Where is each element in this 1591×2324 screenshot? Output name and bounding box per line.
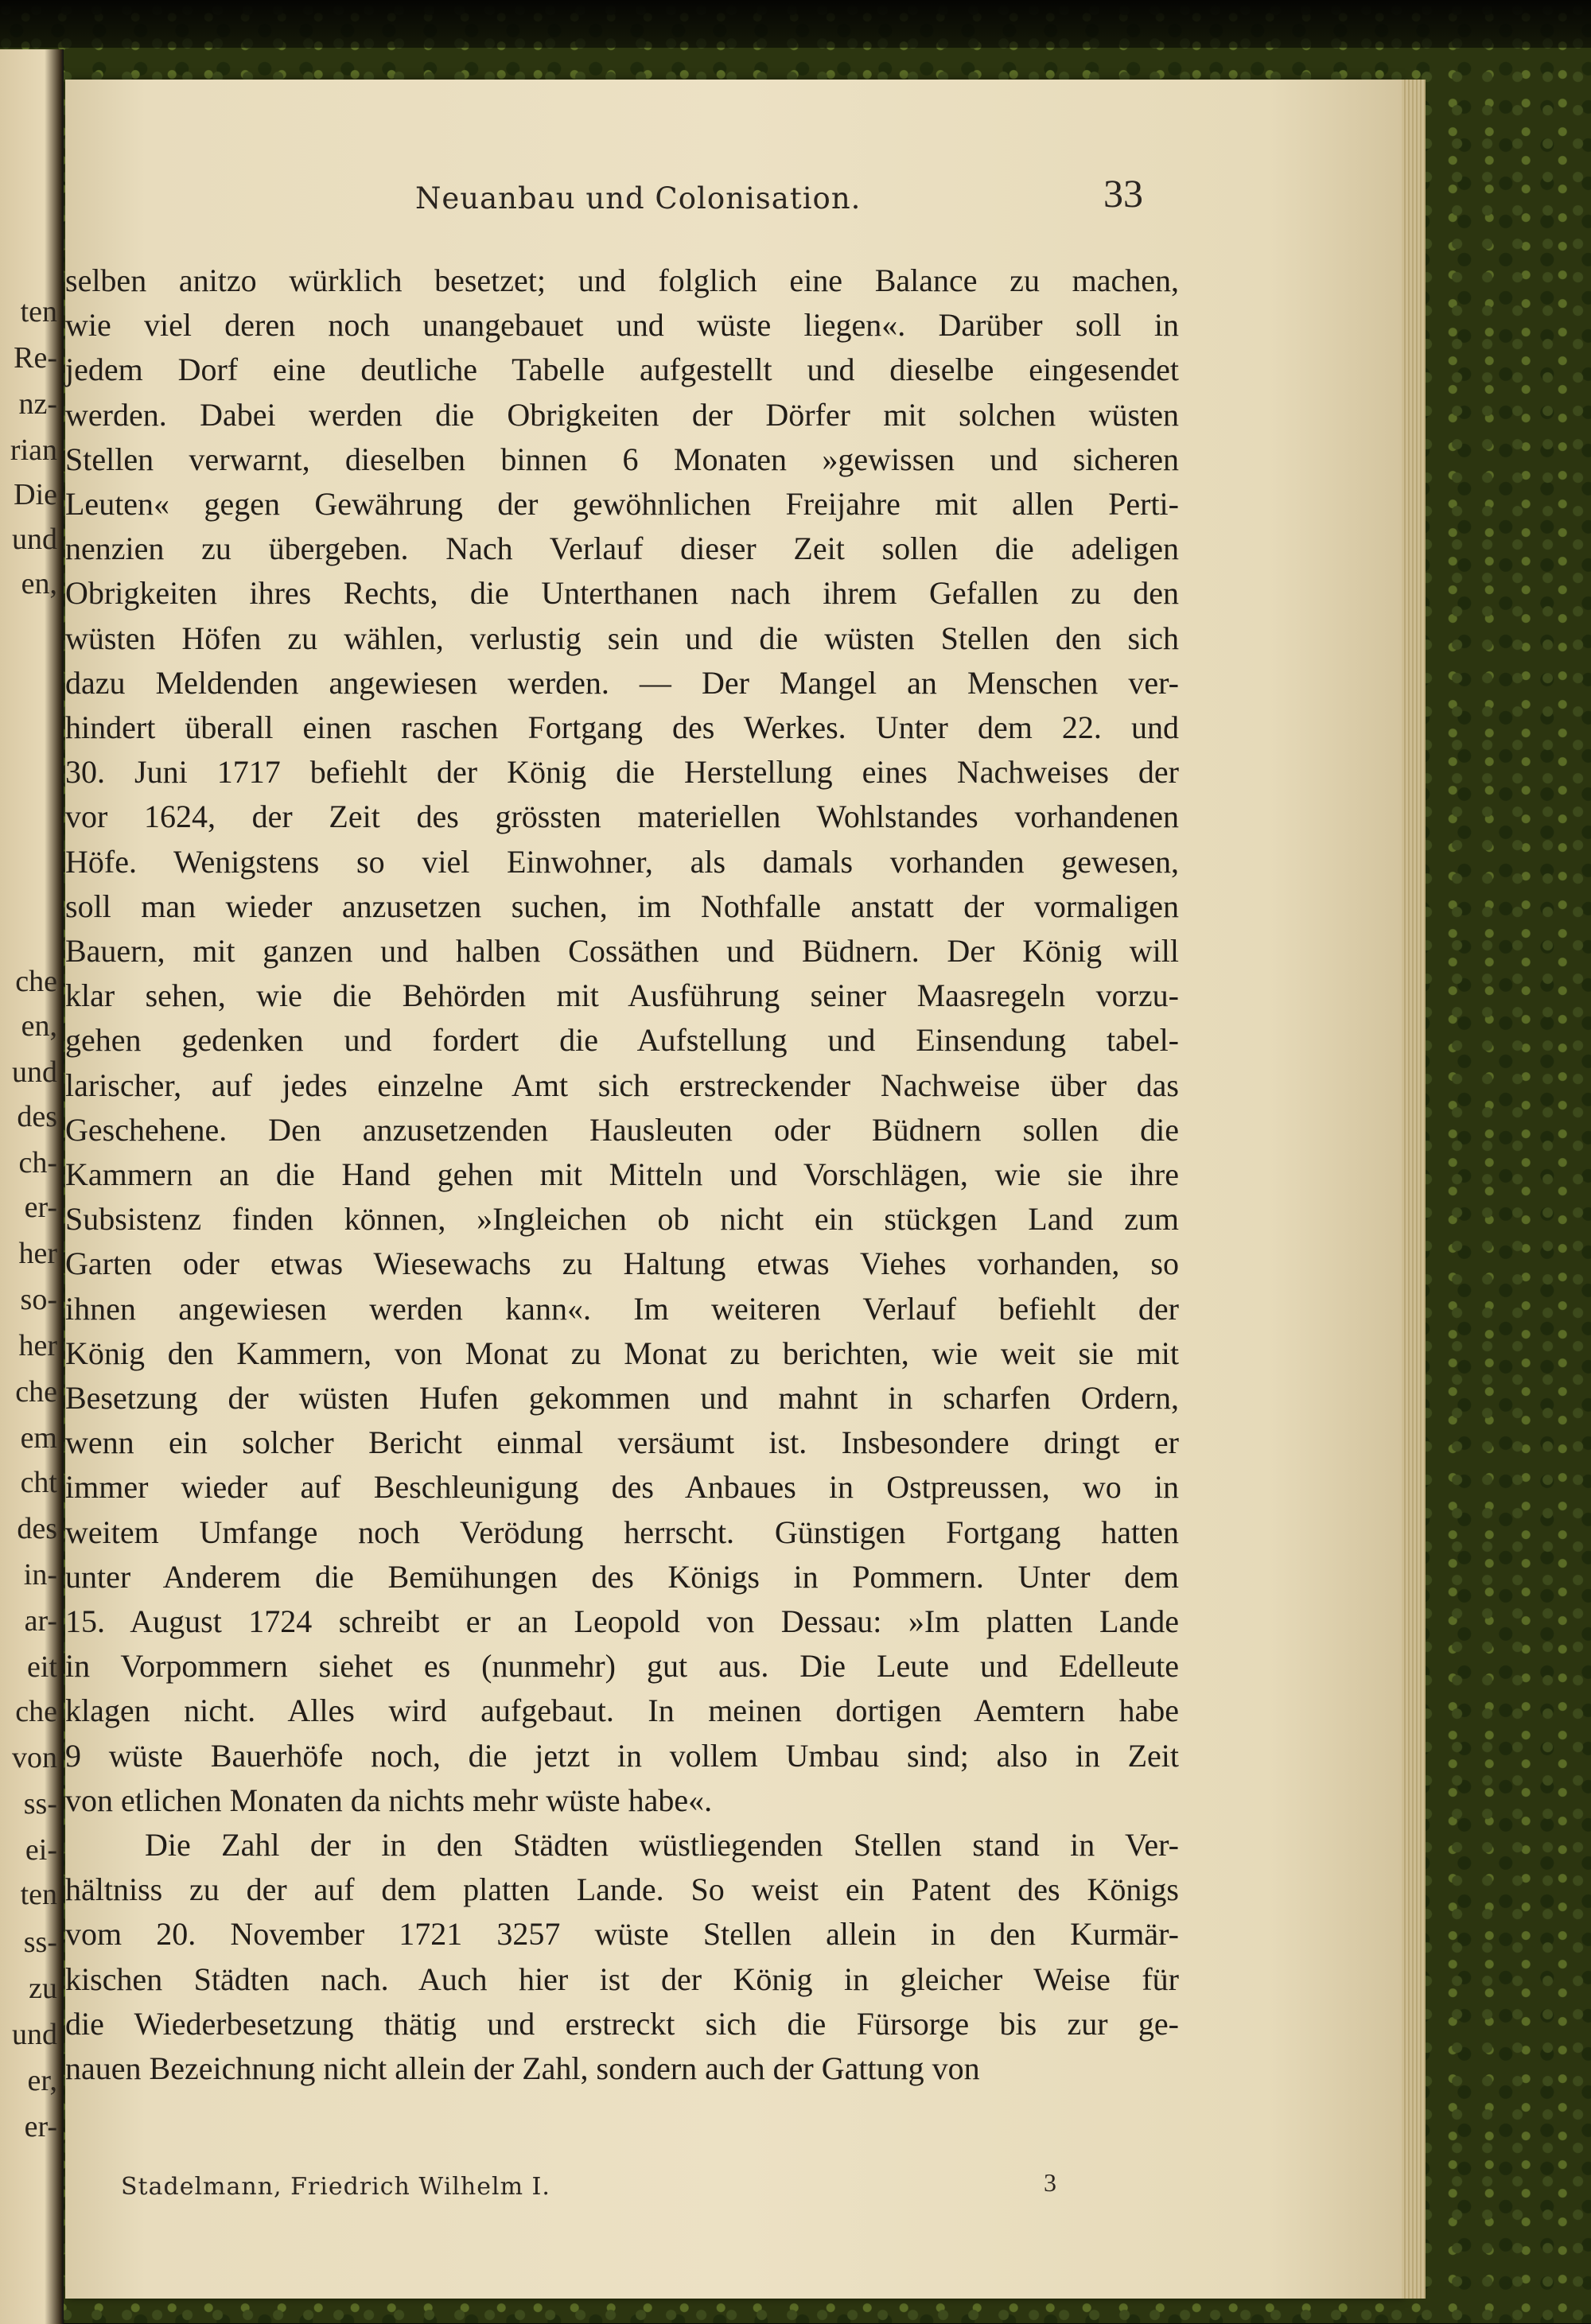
margin-fragment: und bbox=[12, 523, 57, 556]
text-line: hindert überall einen raschen Fortgang des Werkes. Unter dem 22. und bbox=[65, 709, 1179, 745]
text-line: immer wieder auf Beschleunigung des Anbaues in Ostpreussen, wo in bbox=[65, 1469, 1179, 1506]
text-line: klagen nicht. Alles wird aufgebaut. In meinen dortigen Aemtern habe bbox=[65, 1692, 1179, 1729]
text-line: Garten oder etwas Wiesewachs zu Haltung etwas Viehes vorhanden, so bbox=[65, 1246, 1179, 1282]
text-line: larischer, auf jedes einzelne Amt sich erstreckender Nachweise über das bbox=[65, 1067, 1179, 1103]
text-line: Obrigkeiten ihres Rechts, die Unterthanen nach ihrem Gefallen zu den bbox=[65, 575, 1179, 612]
text-line: vom 20. November 1721 3257 wüste Stellen allein in den Kurmär- bbox=[65, 1916, 1179, 1953]
text-line: 15. August 1724 schreibt er an Leopold von Dessau: »Im platten Lande bbox=[65, 1603, 1179, 1639]
text-line: wenn ein solcher Bericht einmal versäumt ist. Insbesondere dringt er bbox=[65, 1424, 1179, 1461]
signature-mark: 3 bbox=[1044, 2168, 1056, 2197]
margin-fragment: ar- bbox=[24, 1604, 57, 1638]
text-line: Bauern, mit ganzen und halben Cossäthen und Büdnern. Der König will bbox=[65, 933, 1179, 969]
text-line: die Wiederbesetzung thätig und erstreckt sich die Fürsorge bis zur ge- bbox=[65, 2005, 1179, 2042]
margin-fragment: che bbox=[15, 1695, 57, 1728]
page-footer bbox=[121, 2168, 1155, 2213]
text-line: Leuten« gegen Gewährung der gewöhnlichen Freijahre mit allen Perti- bbox=[65, 486, 1179, 522]
text-line: König den Kammern, von Monat zu Monat zu berichten, wie weit sie mit bbox=[65, 1335, 1179, 1371]
text-line: in Vorpommern siehet es (nunmehr) gut aus. Die Leute und Edelleute bbox=[65, 1648, 1179, 1685]
text-line: Höfe. Wenigstens so viel Einwohner, als damals vorhanden gewesen, bbox=[65, 843, 1179, 880]
page-edges bbox=[1402, 80, 1426, 2299]
text-line: gehen gedenken und fordert die Aufstellung und Einsendung tabel- bbox=[65, 1022, 1179, 1059]
text-line: jedem Dorf eine deutliche Tabelle aufgestellt und dieselbe eingesendet bbox=[65, 352, 1179, 388]
text-line: ihnen angewiesen werden kann«. Im weiteren Verlauf befiehlt der bbox=[65, 1290, 1179, 1327]
text-line: 30. Juni 1717 befiehlt der König die Herstellung eines Nachweises der bbox=[65, 754, 1179, 791]
text-line: Stellen verwarnt, dieselben binnen 6 Monaten »gewissen und sicheren bbox=[65, 441, 1179, 477]
margin-fragment: von bbox=[12, 1741, 57, 1774]
margin-fragment: des bbox=[17, 1100, 57, 1133]
text-line: von etlichen Monaten da nichts mehr wüste habe«. bbox=[65, 1782, 713, 1818]
running-head bbox=[65, 171, 1402, 223]
margin-fragment: er- bbox=[24, 2110, 57, 2143]
margin-fragment: ten bbox=[20, 1878, 57, 1911]
margin-fragment: che bbox=[15, 965, 57, 998]
text-line: 9 wüste Bauerhöfe noch, die jetzt in vollem Umbau sind; also in Zeit bbox=[65, 1737, 1179, 1774]
margin-fragment: nz- bbox=[18, 387, 57, 421]
text-line: Die Zahl der in den Städten wüstliegenden Stellen stand in Ver- bbox=[145, 1827, 1179, 1863]
text-line: Subsistenz finden können, »Ingleichen ob nicht ein stückgen Land zum bbox=[65, 1201, 1179, 1238]
previous-page-edge bbox=[0, 49, 64, 2324]
text-line: dazu Meldenden angewiesen werden. — Der Mangel an Menschen ver- bbox=[65, 664, 1179, 701]
book-page bbox=[65, 80, 1402, 2299]
text-line: wüsten Höfen zu wählen, verlustig sein und die wüsten Stellen den sich bbox=[65, 620, 1179, 656]
margin-fragment: em bbox=[20, 1421, 57, 1455]
margin-fragment: her bbox=[18, 1329, 57, 1362]
margin-fragment: Re- bbox=[14, 341, 57, 375]
top-shadow bbox=[0, 0, 1591, 48]
text-line: unter Anderem die Bemühungen des Königs in Pommern. Unter dem bbox=[65, 1558, 1179, 1595]
text-line: wie viel deren noch unangebauet und wüste liegen«. Darüber soll in bbox=[65, 307, 1179, 344]
margin-fragment: ch- bbox=[18, 1146, 57, 1179]
margin-fragment: in- bbox=[23, 1558, 57, 1591]
margin-fragment: des bbox=[17, 1512, 57, 1545]
text-line: vor 1624, der Zeit des grössten materiellen Wohlstandes vorhandenen bbox=[65, 799, 1179, 835]
text-line: selben anitzo würklich besetzet; und folglich eine Balance zu machen, bbox=[65, 262, 1179, 298]
text-line: nenzien zu übergeben. Nach Verlauf dieser Zeit sollen die adeligen bbox=[65, 530, 1179, 567]
margin-fragment: Die bbox=[14, 478, 57, 511]
page-number: 33 bbox=[1103, 171, 1143, 216]
margin-fragment: eit bbox=[27, 1650, 57, 1684]
margin-fragment: en, bbox=[21, 567, 57, 600]
text-line: kischen Städten nach. Auch hier ist der König in gleicher Weise für bbox=[65, 1961, 1179, 1997]
margin-fragment: und bbox=[12, 1055, 57, 1089]
text-line: weitem Umfange noch Verödung herrscht. Günstigen Fortgang hatten bbox=[65, 1514, 1179, 1550]
text-line: hältniss zu der auf dem platten Lande. So weist ein Patent des Königs bbox=[65, 1871, 1179, 1908]
text-line: soll man wieder anzusetzen suchen, im Nothfalle anstatt der vormaligen bbox=[65, 888, 1179, 924]
margin-fragment: che bbox=[15, 1375, 57, 1409]
margin-fragment: er, bbox=[27, 2064, 57, 2097]
margin-fragment: cht bbox=[20, 1466, 57, 1499]
margin-fragment: ss- bbox=[23, 1926, 57, 1959]
margin-fragment: zu bbox=[29, 1972, 57, 2005]
footer-author: Stadelmann, Friedrich Wilhelm I. bbox=[121, 2173, 550, 2201]
text-line: Geschehene. Den anzusetzenden Hausleuten oder Büdnern sollen die bbox=[65, 1111, 1179, 1148]
margin-fragment: so- bbox=[20, 1283, 57, 1316]
margin-fragment: und bbox=[12, 2018, 57, 2051]
margin-fragment: ten bbox=[20, 295, 57, 328]
margin-fragment: her bbox=[18, 1237, 57, 1270]
text-line: Besetzung der wüsten Hufen gekommen und mahnt in scharfen Ordern, bbox=[65, 1380, 1179, 1416]
margin-fragment: ei- bbox=[25, 1833, 57, 1867]
margin-fragment: er- bbox=[24, 1191, 57, 1224]
text-line: Kammern an die Hand gehen mit Mitteln und Vorschlägen, wie sie ihre bbox=[65, 1156, 1179, 1192]
margin-fragment: en, bbox=[21, 1009, 57, 1043]
running-title: Neuanbau und Colonisation. bbox=[415, 181, 862, 216]
text-line: nauen Bezeichnung nicht allein der Zahl, sondern auch der Gattung von bbox=[65, 2050, 980, 2086]
text-line: klar sehen, wie die Behörden mit Ausführung seiner Maasregeln vorzu- bbox=[65, 977, 1179, 1014]
margin-fragment: rian bbox=[10, 433, 57, 467]
margin-fragment: ss- bbox=[23, 1787, 57, 1821]
text-line: werden. Dabei werden die Obrigkeiten der Dörfer mit solchen wüsten bbox=[65, 396, 1179, 433]
